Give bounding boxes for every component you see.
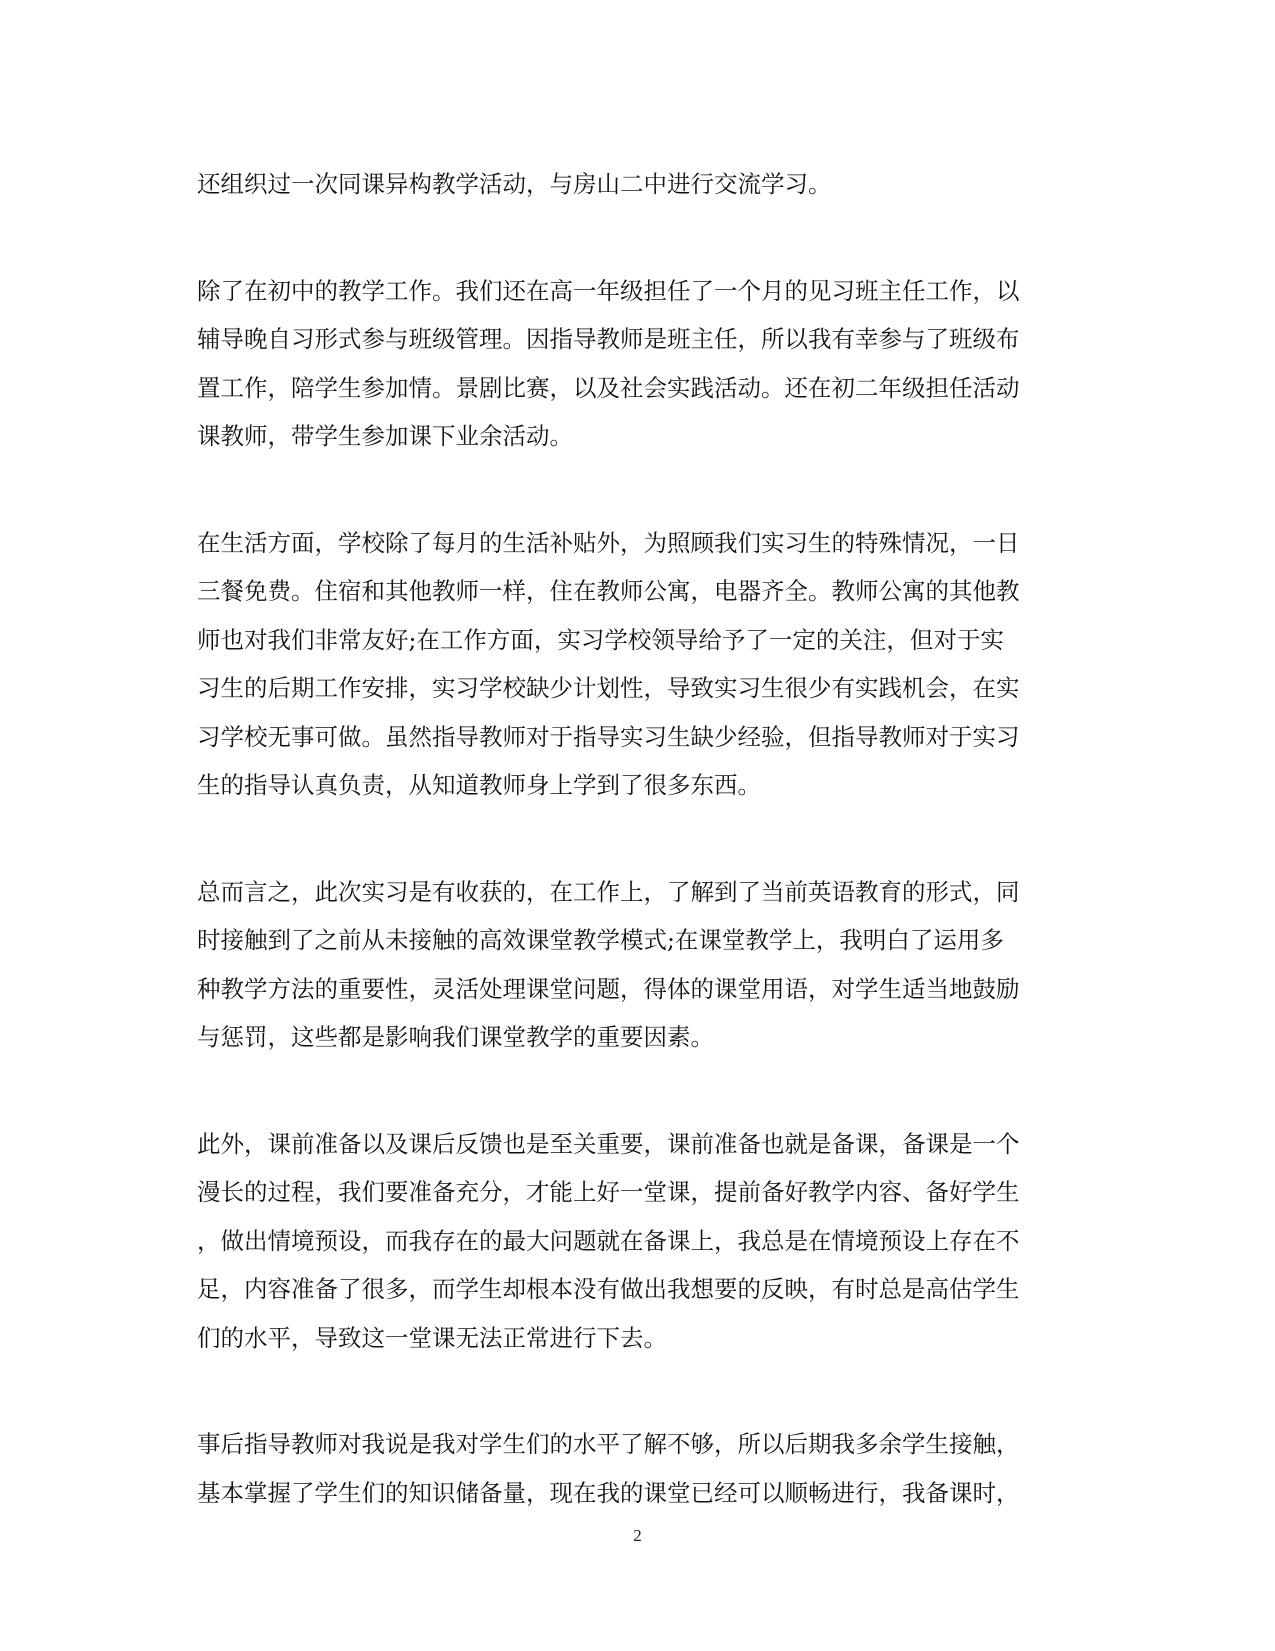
- text-line: 总而言之，此次实习是有收获的，在工作上，了解到了当前英语教育的形式，同: [197, 877, 1020, 906]
- text-line: 时接触到了之前从未接触的高效课堂教学模式;在课堂教学上，我明白了运用多: [197, 926, 1004, 954]
- paragraph-5: [197, 1120, 1077, 1363]
- text-line: 种教学方法的重要性，灵活处理课堂问题，得体的课堂用语，对学生适当地鼓励: [197, 974, 1020, 1003]
- text-line: 三餐免费。住宿和其他教师一样，住在教师公寓，电器齐全。教师公寓的其他教: [197, 577, 1020, 605]
- text-line: 们的水平，导致这一堂课无法正常进行下去。: [197, 1323, 667, 1352]
- text-line: 除了在初中的教学工作。我们还在高一年级担任了一个月的见习班主任工作，以: [197, 276, 1020, 305]
- paragraph-3: [197, 519, 1077, 810]
- text-line: 在生活方面，学校除了每月的生活补贴外，为照顾我们实习生的特殊情况，一日: [197, 528, 1020, 557]
- text-line: 足，内容准备了很多，而学生却根本没有做出我想要的反映，有时总是高估学生: [197, 1275, 1020, 1303]
- text-line: 置工作，陪学生参加情。景剧比赛，以及社会实践活动。还在初二年级担任活动: [197, 373, 1020, 402]
- paragraph-1: [197, 160, 1077, 209]
- text-line: 生的指导认真负责，从知道教师身上学到了很多东西。: [197, 771, 761, 799]
- text-line: 课教师，带学生参加课下业余活动。: [197, 422, 573, 450]
- text-line: 事后指导教师对我说是我对学生们的水平了解不够，所以后期我多余学生接触，: [197, 1430, 1020, 1458]
- text-line: ，做出情境预设，而我存在的最大问题就在备课上，我总是在情境预设上存在不: [197, 1226, 1020, 1255]
- text-line: 还组织过一次同课异构教学活动，与房山二中进行交流学习。: [197, 170, 832, 198]
- text-line: 与惩罚，这些都是影响我们课堂教学的重要因素。: [197, 1023, 714, 1051]
- text-line: 习学校无事可做。虽然指导教师对于指导实习生缺少经验，但指导教师对于实习: [197, 722, 1020, 751]
- text-line: 此外，课前准备以及课后反馈也是至关重要，课前准备也就是备课，备课是一个: [197, 1129, 1020, 1158]
- text-line: 辅导晚自习形式参与班级管理。因指导教师是班主任，所以我有幸参与了班级布: [197, 325, 1020, 353]
- body-text: [197, 160, 1077, 1575]
- text-line: 习生的后期工作安排，实习学校缺少计划性，导致实习生很少有实践机会，在实: [197, 674, 1020, 702]
- paragraph-2: [197, 267, 1077, 461]
- text-line: 师也对我们非常友好;在工作方面，实习学校领导给予了一定的关注，但对于实: [197, 625, 1004, 654]
- paragraph-4: [197, 868, 1077, 1062]
- text-line: 基本掌握了学生们的知识储备量，现在我的课堂已经可以顺畅进行，我备课时，: [197, 1478, 1020, 1507]
- text-line: 漫长的过程，我们要准备充分，才能上好一堂课，提前备好教学内容、备好学生: [197, 1178, 1020, 1206]
- page-number: 2: [633, 1526, 642, 1545]
- paragraph-6: [197, 1420, 1077, 1517]
